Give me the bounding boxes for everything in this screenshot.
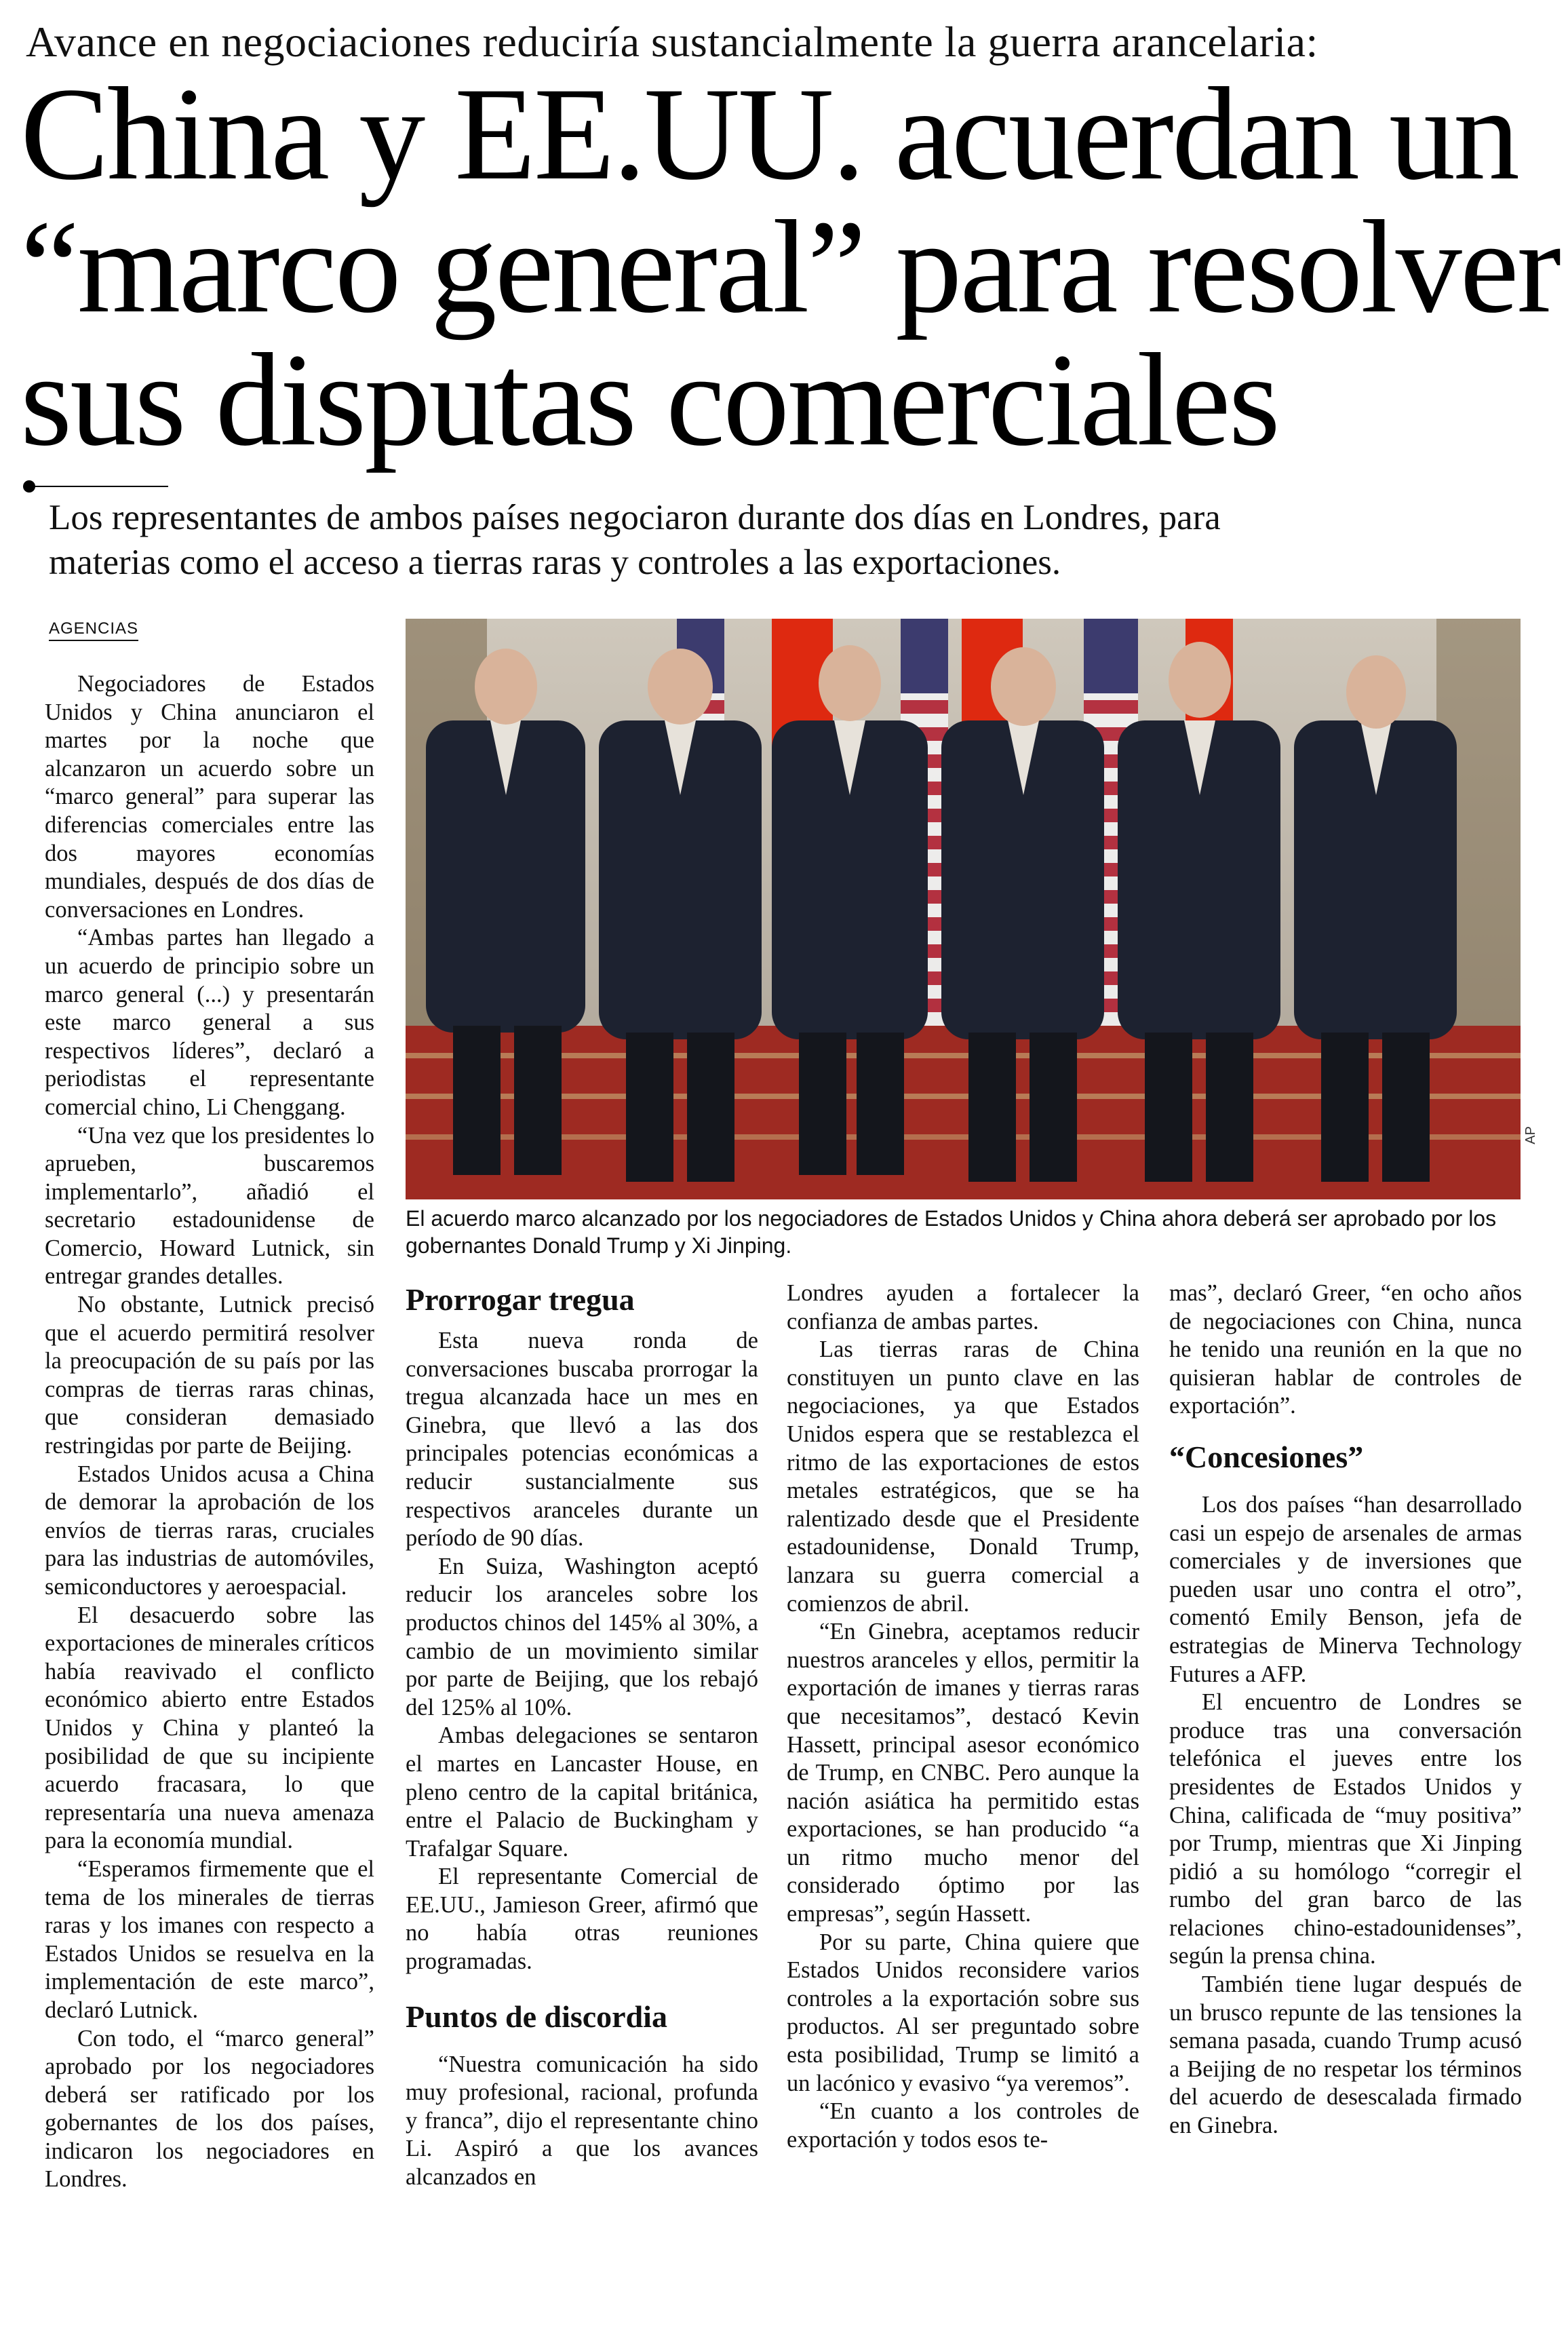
paragraph: Estados Unidos acusa a China de demorar la aprobación de los envíos de tierras raras, cruciales para las industrias de automóviles, semiconductores y aeroespacial. — [45, 1461, 374, 1600]
dek-line-1: Los representantes de ambos países negociaron durante dos días en Londres, para — [49, 498, 1221, 537]
paragraph: No obstante, Lutnick precisó que el acuerdo permitirá resolver la preocupación de su país por las compras de tierras raras chinas, que consideran demasiado restringidas por parte de Beijing. — [45, 1292, 374, 1459]
byline: AGENCIAS — [49, 619, 138, 641]
paragraph: “Nuestra comunicación ha sido muy profesional, racional, profunda y franca”, dijo el representante chino Li. Aspiró a que los avances alcanzados en — [406, 2051, 758, 2191]
paragraph: El representante Comercial de EE.UU., Jamieson Greer, afirmó que no había otras reuniones programadas. — [406, 1864, 758, 1975]
article-column-3 — [787, 1279, 1139, 2154]
paragraph: “Ambas partes han llegado a un acuerdo de principio sobre un marco general (...) y presentarán este marco general a sus respectivos líderes”, declaró a periodistas el representante comercial chino, Li Chenggang. — [45, 925, 374, 1120]
paragraph: Esta nueva ronda de conversaciones buscaba prorrogar la tregua alcanzada hace un mes en Ginebra, que llevó a las dos principales potencias económicas a reducir sustancialmente sus respectivos aranceles durante un período de 90 días. — [406, 1328, 758, 1552]
paragraph: El desacuerdo sobre las exportaciones de minerales críticos había reavivado el conflicto económico abierto entre Estados Unidos y China y planteó la posibilidad de que su incipiente acuerdo fracasara, lo que representaría una nueva amenaza para la economía mundial. — [45, 1602, 374, 1854]
subheading-puntos-de-discordia: Puntos de discordia — [406, 1999, 667, 2034]
paragraph: Con todo, el “marco general” aprobado por los negociadores deberá ser ratificado por los gobernantes de los dos países, indicaron los negociadores en Londres. — [45, 2025, 374, 2193]
paragraph: Negociadores de Estados Unidos y China anunciaron el martes por la noche que alcanzaron un acuerdo sobre un “marco general” para superar las diferencias comerciales entre las dos mayores economías mundiales, después de dos días de conversaciones en Londres. — [45, 671, 374, 923]
paragraph: “Esperamos firmemente que el tema de los minerales de tierras raras y los imanes con respecto a Estados Unidos se resuelva en la implementación de este marco”, declaró Lutnick. — [45, 1855, 374, 2023]
photo-caption: El acuerdo marco alcanzado por los negociadores de Estados Unidos y China ahora deberá ser aprobado por los gobernantes Donald Trump y Xi Jinping. — [406, 1206, 1497, 1258]
dek-line-2: materias como el acceso a tierras raras y controles a las exportaciones. — [49, 543, 1061, 582]
paragraph: En Suiza, Washington aceptó reducir los aranceles sobre los productos chinos del 145% al 30%, a cambio de un movimiento similar por parte de Beijing, que los rebajó del 125% al 10%. — [406, 1553, 758, 1720]
article-column-1 — [45, 670, 374, 2194]
paragraph: mas”, declaró Greer, “en ocho años de negociaciones con China, nunca he tenido una reunión en la que no quisieran hablar de controles de exportación”. — [1169, 1280, 1522, 1419]
subheading-concesiones: “Concesiones” — [1169, 1439, 1364, 1474]
dek — [49, 495, 1541, 585]
paragraph: Londres ayuden a fortalecer la confianza de ambas partes. — [787, 1280, 1139, 1334]
headline-line-3: sus disputas comerciales — [20, 326, 1278, 474]
photo-illustration — [406, 619, 1521, 1199]
paragraph: También tiene lugar después de un brusco repunte de las tensiones la semana pasada, cuando Trump acusó a Beijing de no respetar los términos del acuerdo de desescalada firmado en Ginebra. — [1169, 1971, 1522, 2139]
paragraph: Ambas delegaciones se sentaron el martes en Lancaster House, en pleno centro de la capital británica, entre el Palacio de Buckingham y Trafalgar Square. — [406, 1722, 758, 1862]
paragraph: Las tierras raras de China constituyen un punto clave en las negociaciones, ya que Estados Unidos espera que se restablezca el ritmo de las exportaciones de estos metales estratégicos, que se ha ralentizado desde que el Presidente estadounidense, Donald Trump, lanzara su guerra comercial a comienzos de abril. — [787, 1336, 1139, 1617]
subheading-prorrogar-tregua: Prorrogar tregua — [406, 1282, 635, 1317]
paragraph: Por su parte, China quiere que Estados Unidos reconsidere varios controles a la exportación sobre sus productos. Al ser preguntado sobre esta posibilidad, Trump se limitó a un lacónico y evasivo “ya veremos”. — [787, 1929, 1139, 2096]
kicker: Avance en negociaciones reduciría sustancialmente la guerra arancelaria: — [26, 18, 1318, 66]
article-column-4 — [1169, 1279, 1522, 2140]
paragraph: Los dos países “han desarrollado casi un espejo de arsenales de armas comerciales y de inversiones que pueden usar uno contra el otro”, comentó Emily Benson, jefa de estrategias de Minerva Technology Futures a AFP. — [1169, 1491, 1522, 1687]
paragraph: “Una vez que los presidentes lo aprueben, buscaremos implementarlo”, añadió el secretario estadounidense de Comercio, Howard Lutnick, sin entregar grandes detalles. — [45, 1122, 374, 1290]
article-column-2 — [406, 1279, 758, 2192]
photo-credit: AP — [1523, 1126, 1538, 1144]
paragraph: “En Ginebra, aceptamos reducir nuestros aranceles y ellos, permitir la exportación de imanes y tierras raras que necesitamos”, destacó Kevin Hassett, principal asesor económico de Trump, en CNBC. Pero aunque la nación asiática ha permitido estas exportaciones, se han producido “a un ritmo mucho menor del considerado óptimo por las empresas”, según Hassett. — [787, 1619, 1139, 1927]
headline-line-2: “marco general” para resolver — [20, 193, 1559, 341]
headline-line-1: China y EE.UU. acuerdan un — [20, 60, 1518, 208]
rule-line — [33, 486, 168, 487]
headline — [20, 60, 1559, 474]
paragraph: El encuentro de Londres se produce tras una conversación telefónica el jueves entre los presidentes de Estados Unidos y China, calificada de “muy positiva” por Trump, mientras que Xi Jinping pidió a su homólogo “corregir el rumbo del gran barco de las relaciones chino-estadounidenses”, según la prensa china. — [1169, 1689, 1522, 1969]
news-photo — [406, 619, 1521, 1199]
paragraph: “En cuanto a los controles de exportación y todos esos te- — [787, 2098, 1139, 2153]
